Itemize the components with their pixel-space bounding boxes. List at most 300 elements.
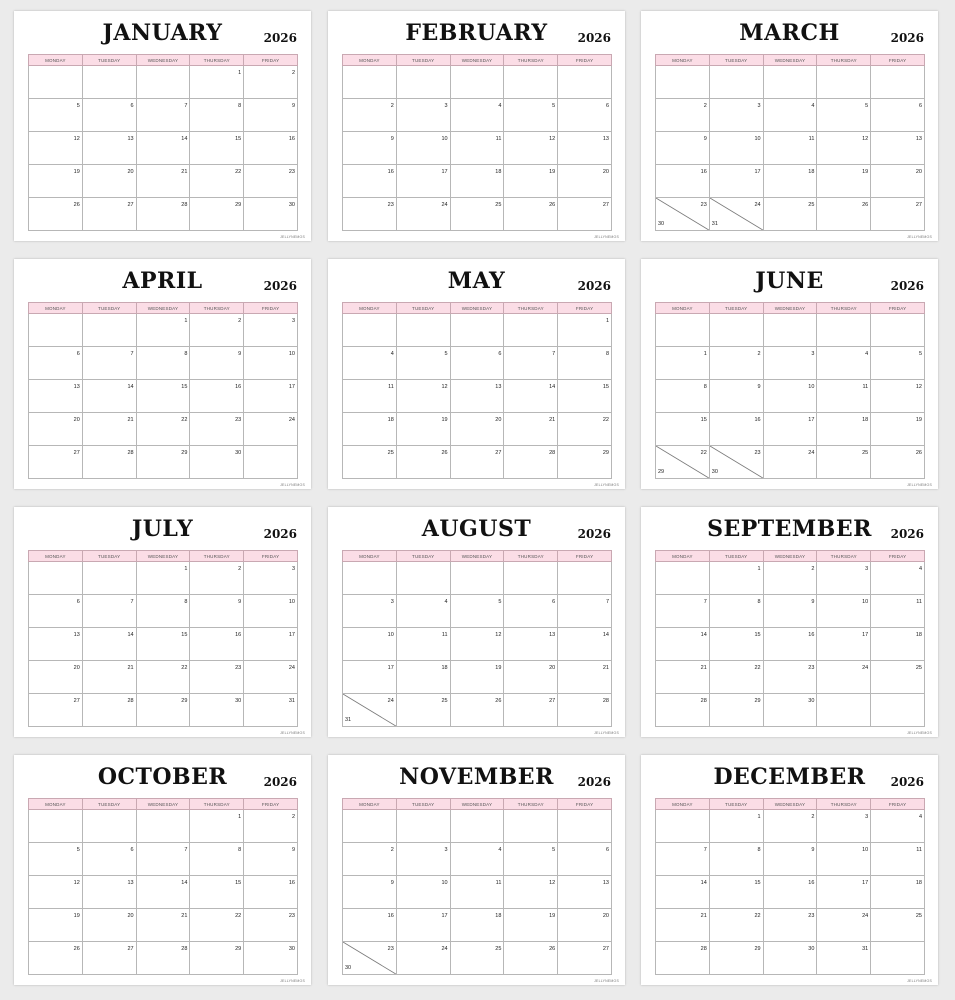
- day-cell[interactable]: [817, 99, 871, 132]
- day-cell[interactable]: [558, 628, 612, 661]
- day-cell[interactable]: [396, 628, 450, 661]
- day-cell[interactable]: [396, 942, 450, 975]
- day-cell[interactable]: [763, 810, 817, 843]
- day-cell[interactable]: [343, 347, 397, 380]
- day-cell[interactable]: [244, 909, 298, 942]
- day-cell[interactable]: [244, 132, 298, 165]
- day-cell[interactable]: [709, 942, 763, 975]
- day-cell[interactable]: [244, 380, 298, 413]
- day-cell[interactable]: [450, 810, 504, 843]
- day-cell[interactable]: [871, 661, 925, 694]
- day-cell[interactable]: [29, 694, 83, 727]
- day-cell[interactable]: [82, 628, 136, 661]
- day-cell[interactable]: [136, 380, 190, 413]
- day-cell[interactable]: [871, 165, 925, 198]
- day-cell[interactable]: [82, 132, 136, 165]
- day-cell[interactable]: [450, 380, 504, 413]
- day-cell[interactable]: [244, 876, 298, 909]
- day-cell[interactable]: [190, 876, 244, 909]
- day-cell[interactable]: [29, 347, 83, 380]
- day-cell[interactable]: [817, 198, 871, 231]
- day-cell[interactable]: [871, 942, 925, 975]
- day-cell[interactable]: [82, 876, 136, 909]
- day-cell[interactable]: [29, 595, 83, 628]
- day-cell[interactable]: [136, 446, 190, 479]
- day-cell[interactable]: [82, 562, 136, 595]
- day-cell[interactable]: [396, 694, 450, 727]
- day-cell[interactable]: [244, 66, 298, 99]
- day-cell[interactable]: [343, 694, 397, 727]
- day-cell[interactable]: [82, 694, 136, 727]
- day-cell[interactable]: [29, 661, 83, 694]
- day-cell[interactable]: [450, 876, 504, 909]
- day-cell[interactable]: [136, 165, 190, 198]
- day-cell[interactable]: [82, 99, 136, 132]
- day-cell[interactable]: [504, 628, 558, 661]
- day-cell[interactable]: [343, 132, 397, 165]
- day-cell[interactable]: [504, 347, 558, 380]
- day-cell[interactable]: [763, 909, 817, 942]
- day-cell[interactable]: [558, 132, 612, 165]
- day-cell[interactable]: [450, 198, 504, 231]
- day-cell[interactable]: [817, 347, 871, 380]
- day-cell[interactable]: [190, 347, 244, 380]
- day-cell[interactable]: [709, 347, 763, 380]
- day-cell[interactable]: [396, 66, 450, 99]
- day-cell[interactable]: [871, 694, 925, 727]
- day-cell[interactable]: [817, 810, 871, 843]
- day-cell[interactable]: [817, 694, 871, 727]
- day-cell[interactable]: [190, 942, 244, 975]
- day-cell[interactable]: [558, 347, 612, 380]
- day-cell[interactable]: [29, 314, 83, 347]
- day-cell[interactable]: [709, 380, 763, 413]
- day-cell[interactable]: [656, 314, 710, 347]
- day-cell[interactable]: [136, 314, 190, 347]
- day-cell[interactable]: [763, 314, 817, 347]
- day-cell[interactable]: [136, 661, 190, 694]
- day-cell[interactable]: [817, 413, 871, 446]
- day-cell[interactable]: [656, 165, 710, 198]
- day-cell[interactable]: [504, 876, 558, 909]
- day-cell[interactable]: [450, 661, 504, 694]
- day-cell[interactable]: [396, 876, 450, 909]
- day-cell[interactable]: [82, 413, 136, 446]
- day-cell[interactable]: [709, 198, 763, 231]
- day-cell[interactable]: [656, 694, 710, 727]
- day-cell[interactable]: [656, 562, 710, 595]
- day-cell[interactable]: [817, 942, 871, 975]
- day-cell[interactable]: [343, 595, 397, 628]
- day-cell[interactable]: [558, 165, 612, 198]
- day-cell[interactable]: [450, 347, 504, 380]
- day-cell[interactable]: [763, 413, 817, 446]
- day-cell[interactable]: [136, 694, 190, 727]
- day-cell[interactable]: [763, 628, 817, 661]
- day-cell[interactable]: [29, 66, 83, 99]
- day-cell[interactable]: [709, 661, 763, 694]
- day-cell[interactable]: [871, 66, 925, 99]
- day-cell[interactable]: [504, 595, 558, 628]
- day-cell[interactable]: [450, 562, 504, 595]
- day-cell[interactable]: [871, 198, 925, 231]
- day-cell[interactable]: [504, 661, 558, 694]
- day-cell[interactable]: [343, 562, 397, 595]
- day-cell[interactable]: [396, 413, 450, 446]
- day-cell[interactable]: [763, 165, 817, 198]
- day-cell[interactable]: [343, 843, 397, 876]
- day-cell[interactable]: [558, 380, 612, 413]
- day-cell[interactable]: [656, 347, 710, 380]
- day-cell[interactable]: [396, 314, 450, 347]
- day-cell[interactable]: [190, 694, 244, 727]
- day-cell[interactable]: [817, 380, 871, 413]
- day-cell[interactable]: [244, 99, 298, 132]
- day-cell[interactable]: [343, 661, 397, 694]
- day-cell[interactable]: [190, 165, 244, 198]
- day-cell[interactable]: [29, 628, 83, 661]
- day-cell[interactable]: [29, 99, 83, 132]
- day-cell[interactable]: [244, 446, 298, 479]
- day-cell[interactable]: [190, 314, 244, 347]
- day-cell[interactable]: [136, 347, 190, 380]
- day-cell[interactable]: [558, 876, 612, 909]
- day-cell[interactable]: [817, 165, 871, 198]
- day-cell[interactable]: [190, 843, 244, 876]
- day-cell[interactable]: [450, 595, 504, 628]
- day-cell[interactable]: [504, 314, 558, 347]
- day-cell[interactable]: [396, 843, 450, 876]
- day-cell[interactable]: [82, 380, 136, 413]
- day-cell[interactable]: [504, 562, 558, 595]
- day-cell[interactable]: [29, 380, 83, 413]
- day-cell[interactable]: [396, 132, 450, 165]
- day-cell[interactable]: [817, 909, 871, 942]
- day-cell[interactable]: [82, 198, 136, 231]
- day-cell[interactable]: [82, 843, 136, 876]
- day-cell[interactable]: [396, 810, 450, 843]
- day-cell[interactable]: [396, 99, 450, 132]
- day-cell[interactable]: [817, 132, 871, 165]
- day-cell[interactable]: [763, 446, 817, 479]
- day-cell[interactable]: [871, 909, 925, 942]
- day-cell[interactable]: [450, 165, 504, 198]
- day-cell[interactable]: [244, 661, 298, 694]
- day-cell[interactable]: [396, 661, 450, 694]
- day-cell[interactable]: [244, 198, 298, 231]
- day-cell[interactable]: [190, 562, 244, 595]
- day-cell[interactable]: [136, 66, 190, 99]
- day-cell[interactable]: [244, 562, 298, 595]
- day-cell[interactable]: [190, 595, 244, 628]
- day-cell[interactable]: [817, 446, 871, 479]
- day-cell[interactable]: [190, 909, 244, 942]
- day-cell[interactable]: [29, 413, 83, 446]
- day-cell[interactable]: [136, 562, 190, 595]
- day-cell[interactable]: [29, 562, 83, 595]
- day-cell[interactable]: [656, 132, 710, 165]
- day-cell[interactable]: [450, 909, 504, 942]
- day-cell[interactable]: [871, 595, 925, 628]
- day-cell[interactable]: [656, 380, 710, 413]
- day-cell[interactable]: [244, 810, 298, 843]
- day-cell[interactable]: [763, 132, 817, 165]
- day-cell[interactable]: [763, 380, 817, 413]
- day-cell[interactable]: [190, 661, 244, 694]
- day-cell[interactable]: [29, 446, 83, 479]
- day-cell[interactable]: [82, 942, 136, 975]
- day-cell[interactable]: [817, 66, 871, 99]
- day-cell[interactable]: [558, 942, 612, 975]
- day-cell[interactable]: [871, 347, 925, 380]
- day-cell[interactable]: [504, 413, 558, 446]
- day-cell[interactable]: [763, 876, 817, 909]
- day-cell[interactable]: [343, 314, 397, 347]
- day-cell[interactable]: [343, 446, 397, 479]
- day-cell[interactable]: [343, 99, 397, 132]
- day-cell[interactable]: [817, 595, 871, 628]
- day-cell[interactable]: [396, 446, 450, 479]
- day-cell[interactable]: [709, 628, 763, 661]
- day-cell[interactable]: [656, 661, 710, 694]
- day-cell[interactable]: [244, 843, 298, 876]
- day-cell[interactable]: [82, 909, 136, 942]
- day-cell[interactable]: [343, 909, 397, 942]
- day-cell[interactable]: [656, 909, 710, 942]
- day-cell[interactable]: [817, 843, 871, 876]
- day-cell[interactable]: [136, 595, 190, 628]
- day-cell[interactable]: [558, 595, 612, 628]
- day-cell[interactable]: [871, 132, 925, 165]
- day-cell[interactable]: [558, 661, 612, 694]
- day-cell[interactable]: [450, 413, 504, 446]
- day-cell[interactable]: [343, 876, 397, 909]
- day-cell[interactable]: [709, 595, 763, 628]
- day-cell[interactable]: [396, 165, 450, 198]
- day-cell[interactable]: [504, 810, 558, 843]
- day-cell[interactable]: [82, 810, 136, 843]
- day-cell[interactable]: [136, 876, 190, 909]
- day-cell[interactable]: [136, 198, 190, 231]
- day-cell[interactable]: [82, 595, 136, 628]
- day-cell[interactable]: [450, 99, 504, 132]
- day-cell[interactable]: [871, 628, 925, 661]
- day-cell[interactable]: [558, 314, 612, 347]
- day-cell[interactable]: [871, 314, 925, 347]
- day-cell[interactable]: [504, 198, 558, 231]
- day-cell[interactable]: [136, 132, 190, 165]
- day-cell[interactable]: [763, 66, 817, 99]
- day-cell[interactable]: [396, 909, 450, 942]
- day-cell[interactable]: [558, 810, 612, 843]
- day-cell[interactable]: [29, 876, 83, 909]
- day-cell[interactable]: [343, 413, 397, 446]
- day-cell[interactable]: [558, 446, 612, 479]
- day-cell[interactable]: [656, 198, 710, 231]
- day-cell[interactable]: [558, 66, 612, 99]
- day-cell[interactable]: [29, 909, 83, 942]
- day-cell[interactable]: [709, 909, 763, 942]
- day-cell[interactable]: [871, 810, 925, 843]
- day-cell[interactable]: [504, 843, 558, 876]
- day-cell[interactable]: [763, 562, 817, 595]
- day-cell[interactable]: [396, 347, 450, 380]
- day-cell[interactable]: [763, 661, 817, 694]
- day-cell[interactable]: [817, 876, 871, 909]
- day-cell[interactable]: [763, 595, 817, 628]
- day-cell[interactable]: [558, 413, 612, 446]
- day-cell[interactable]: [450, 843, 504, 876]
- day-cell[interactable]: [817, 314, 871, 347]
- day-cell[interactable]: [396, 198, 450, 231]
- day-cell[interactable]: [82, 66, 136, 99]
- day-cell[interactable]: [558, 909, 612, 942]
- day-cell[interactable]: [136, 942, 190, 975]
- day-cell[interactable]: [29, 165, 83, 198]
- day-cell[interactable]: [190, 810, 244, 843]
- day-cell[interactable]: [82, 314, 136, 347]
- day-cell[interactable]: [656, 628, 710, 661]
- day-cell[interactable]: [504, 380, 558, 413]
- day-cell[interactable]: [817, 628, 871, 661]
- day-cell[interactable]: [190, 198, 244, 231]
- day-cell[interactable]: [29, 810, 83, 843]
- day-cell[interactable]: [871, 562, 925, 595]
- day-cell[interactable]: [82, 165, 136, 198]
- day-cell[interactable]: [396, 595, 450, 628]
- day-cell[interactable]: [396, 380, 450, 413]
- day-cell[interactable]: [504, 909, 558, 942]
- day-cell[interactable]: [709, 132, 763, 165]
- day-cell[interactable]: [558, 562, 612, 595]
- day-cell[interactable]: [343, 810, 397, 843]
- day-cell[interactable]: [450, 132, 504, 165]
- day-cell[interactable]: [82, 347, 136, 380]
- day-cell[interactable]: [558, 843, 612, 876]
- day-cell[interactable]: [190, 446, 244, 479]
- day-cell[interactable]: [136, 628, 190, 661]
- day-cell[interactable]: [763, 843, 817, 876]
- day-cell[interactable]: [343, 165, 397, 198]
- day-cell[interactable]: [244, 595, 298, 628]
- day-cell[interactable]: [709, 876, 763, 909]
- day-cell[interactable]: [190, 66, 244, 99]
- day-cell[interactable]: [656, 99, 710, 132]
- day-cell[interactable]: [504, 132, 558, 165]
- day-cell[interactable]: [817, 562, 871, 595]
- day-cell[interactable]: [244, 942, 298, 975]
- day-cell[interactable]: [656, 810, 710, 843]
- day-cell[interactable]: [136, 810, 190, 843]
- day-cell[interactable]: [450, 694, 504, 727]
- day-cell[interactable]: [656, 66, 710, 99]
- day-cell[interactable]: [244, 314, 298, 347]
- day-cell[interactable]: [709, 446, 763, 479]
- day-cell[interactable]: [450, 446, 504, 479]
- day-cell[interactable]: [504, 165, 558, 198]
- day-cell[interactable]: [504, 99, 558, 132]
- day-cell[interactable]: [763, 694, 817, 727]
- day-cell[interactable]: [709, 314, 763, 347]
- day-cell[interactable]: [656, 446, 710, 479]
- day-cell[interactable]: [656, 413, 710, 446]
- day-cell[interactable]: [709, 66, 763, 99]
- day-cell[interactable]: [136, 843, 190, 876]
- day-cell[interactable]: [450, 66, 504, 99]
- day-cell[interactable]: [29, 198, 83, 231]
- day-cell[interactable]: [504, 942, 558, 975]
- day-cell[interactable]: [709, 694, 763, 727]
- day-cell[interactable]: [763, 347, 817, 380]
- day-cell[interactable]: [190, 380, 244, 413]
- day-cell[interactable]: [709, 413, 763, 446]
- day-cell[interactable]: [450, 942, 504, 975]
- day-cell[interactable]: [871, 380, 925, 413]
- day-cell[interactable]: [558, 198, 612, 231]
- day-cell[interactable]: [871, 446, 925, 479]
- day-cell[interactable]: [136, 413, 190, 446]
- day-cell[interactable]: [709, 562, 763, 595]
- day-cell[interactable]: [82, 661, 136, 694]
- day-cell[interactable]: [504, 66, 558, 99]
- day-cell[interactable]: [656, 595, 710, 628]
- day-cell[interactable]: [871, 876, 925, 909]
- day-cell[interactable]: [450, 628, 504, 661]
- day-cell[interactable]: [244, 347, 298, 380]
- day-cell[interactable]: [82, 446, 136, 479]
- day-cell[interactable]: [244, 694, 298, 727]
- day-cell[interactable]: [709, 843, 763, 876]
- day-cell[interactable]: [244, 628, 298, 661]
- day-cell[interactable]: [709, 99, 763, 132]
- day-cell[interactable]: [871, 99, 925, 132]
- day-cell[interactable]: [190, 413, 244, 446]
- day-cell[interactable]: [558, 99, 612, 132]
- day-cell[interactable]: [136, 909, 190, 942]
- day-cell[interactable]: [244, 165, 298, 198]
- day-cell[interactable]: [656, 876, 710, 909]
- day-cell[interactable]: [244, 413, 298, 446]
- day-cell[interactable]: [190, 99, 244, 132]
- day-cell[interactable]: [343, 628, 397, 661]
- day-cell[interactable]: [709, 810, 763, 843]
- day-cell[interactable]: [817, 661, 871, 694]
- day-cell[interactable]: [343, 198, 397, 231]
- day-cell[interactable]: [29, 132, 83, 165]
- day-cell[interactable]: [190, 628, 244, 661]
- day-cell[interactable]: [871, 413, 925, 446]
- day-cell[interactable]: [871, 843, 925, 876]
- day-cell[interactable]: [29, 843, 83, 876]
- day-cell[interactable]: [190, 132, 244, 165]
- day-cell[interactable]: [763, 99, 817, 132]
- day-cell[interactable]: [29, 942, 83, 975]
- day-cell[interactable]: [343, 380, 397, 413]
- day-cell[interactable]: [656, 942, 710, 975]
- day-cell[interactable]: [558, 694, 612, 727]
- day-cell[interactable]: [656, 843, 710, 876]
- day-cell[interactable]: [136, 99, 190, 132]
- day-cell[interactable]: [709, 165, 763, 198]
- day-cell[interactable]: [763, 198, 817, 231]
- day-cell[interactable]: [343, 66, 397, 99]
- day-cell[interactable]: [504, 694, 558, 727]
- day-cell[interactable]: [343, 942, 397, 975]
- day-cell[interactable]: [763, 942, 817, 975]
- day-cell[interactable]: [450, 314, 504, 347]
- day-cell[interactable]: [504, 446, 558, 479]
- day-cell[interactable]: [396, 562, 450, 595]
